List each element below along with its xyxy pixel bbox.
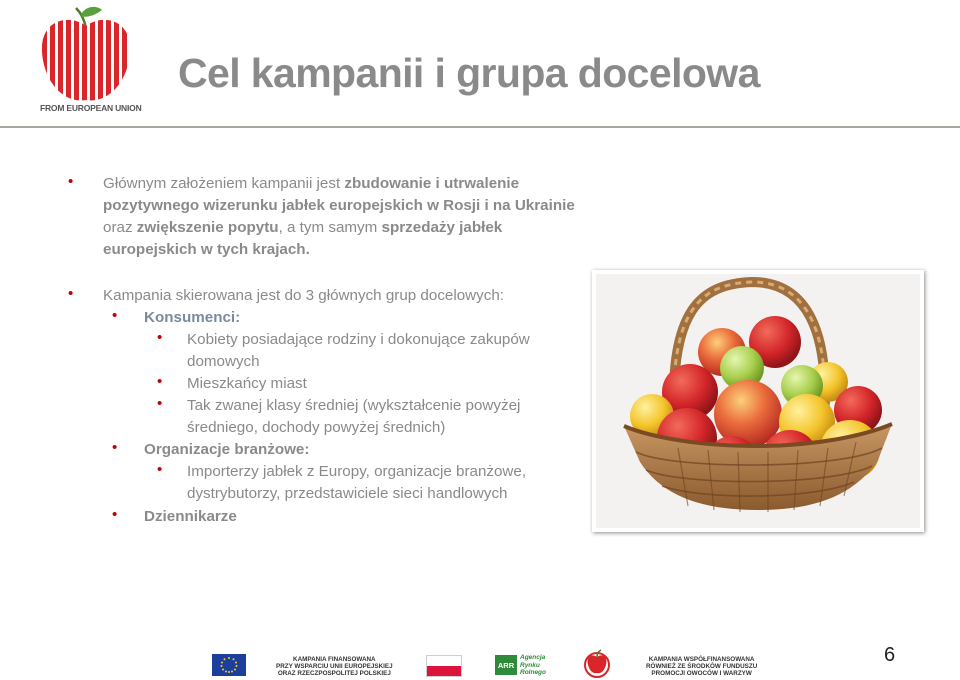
bullet-icon: • — [157, 461, 163, 478]
dziennikarze-heading — [144, 506, 237, 528]
bullet-icon: • — [68, 173, 74, 190]
text-run-bold: zwiększenie popytu — [136, 219, 279, 236]
organizacje-item1-line2: dystrybutorzy, przedstawiciele sieci handlowych — [187, 485, 508, 502]
arr-text — [520, 654, 546, 677]
bullet-icon: • — [112, 506, 118, 523]
text-run-bold: pozytywnego wizerunku jabłek europejskich w Rosji i na Ukrainie — [103, 197, 575, 214]
poland-flag-icon — [426, 655, 462, 677]
heading-text: Konsumenci: — [144, 309, 241, 326]
bullet1-line4 — [103, 239, 310, 261]
footer-text-line: ORAZ RZECZPOSPOLITEJ POLSKIEJ — [277, 670, 391, 677]
organizacje-heading — [144, 439, 309, 461]
organizacje-item1-line1: Importerzy jabłek z Europy, organizacje branżowe, — [187, 463, 527, 480]
konsumenci-item3-line1: Tak zwanej klasy średniej (wykształcenie powyżej — [187, 397, 521, 414]
footer — [0, 640, 960, 680]
apple-basket-illustration — [592, 270, 924, 532]
bullet-icon: • — [157, 329, 163, 346]
konsumenci-heading — [144, 307, 240, 329]
arr-text-line: Rolnego — [520, 669, 546, 676]
arr-text-line: Agencja — [520, 654, 546, 661]
bullet1-line1 — [103, 173, 519, 195]
apple-basket-photo — [592, 270, 924, 532]
arr-logo: ARR — [495, 655, 517, 675]
bullet-icon: • — [68, 285, 74, 302]
text-run-bold: europejskich w tych krajach. — [103, 241, 310, 258]
bullet1-line2 — [103, 195, 575, 217]
bullet-icon: • — [112, 307, 118, 324]
header-divider — [0, 126, 960, 128]
konsumenci-item2: Mieszkańcy miast — [187, 375, 307, 392]
footer-text-line: KAMPANIA FINANSOWANA — [293, 656, 376, 663]
text-run-bold: sprzedaży jabłek — [381, 219, 503, 236]
footer-cofinancing-text — [646, 656, 757, 677]
bullet-icon: • — [157, 395, 163, 412]
heading-text: Organizacje branżowe: — [144, 441, 310, 458]
konsumenci-item1-line2: domowych — [187, 353, 260, 370]
eu-flag-icon — [212, 654, 246, 676]
logo-caption: FROM EUROPEAN UNION — [40, 103, 142, 113]
bullet1-line3 — [103, 217, 502, 239]
footer-text-line: PROMOCJI OWOCÓW I WARZYW — [651, 670, 752, 677]
text-run: oraz — [103, 219, 137, 236]
text-run-bold: zbudowanie i utrwalenie — [344, 175, 520, 192]
text-run: Głównym założeniem kampanii jest — [103, 175, 345, 192]
footer-funding-text — [276, 656, 393, 677]
fund-apple-logo-icon — [583, 648, 611, 678]
konsumenci-item3-line2: średniego, dochody powyżej średnich) — [187, 419, 446, 436]
page-number: 6 — [884, 644, 896, 666]
text-run: , a tym samym — [278, 219, 382, 236]
page-title: Cel kampanii i grupa docelowa — [178, 50, 760, 96]
footer-text-line: RÓWNIEŻ ZE ŚRODKÓW FUNDUSZU — [646, 663, 758, 670]
bullet-icon: • — [157, 373, 163, 390]
bullet-icon: • — [112, 439, 118, 456]
footer-text-line: KAMPANIA WSPÓŁFINANSOWANA — [648, 656, 755, 663]
bullet2-intro: Kampania skierowana jest do 3 głównych grup docelowych: — [103, 287, 505, 304]
heading-text: Dziennikarze — [144, 508, 237, 525]
arr-text-line: Rynku — [520, 661, 540, 669]
footer-text-line: PRZY WSPARCIU UNII EUROPEJSKIEJ — [276, 663, 393, 670]
konsumenci-item1-line1: Kobiety posiadające rodziny i dokonujące zakupów — [187, 331, 530, 348]
